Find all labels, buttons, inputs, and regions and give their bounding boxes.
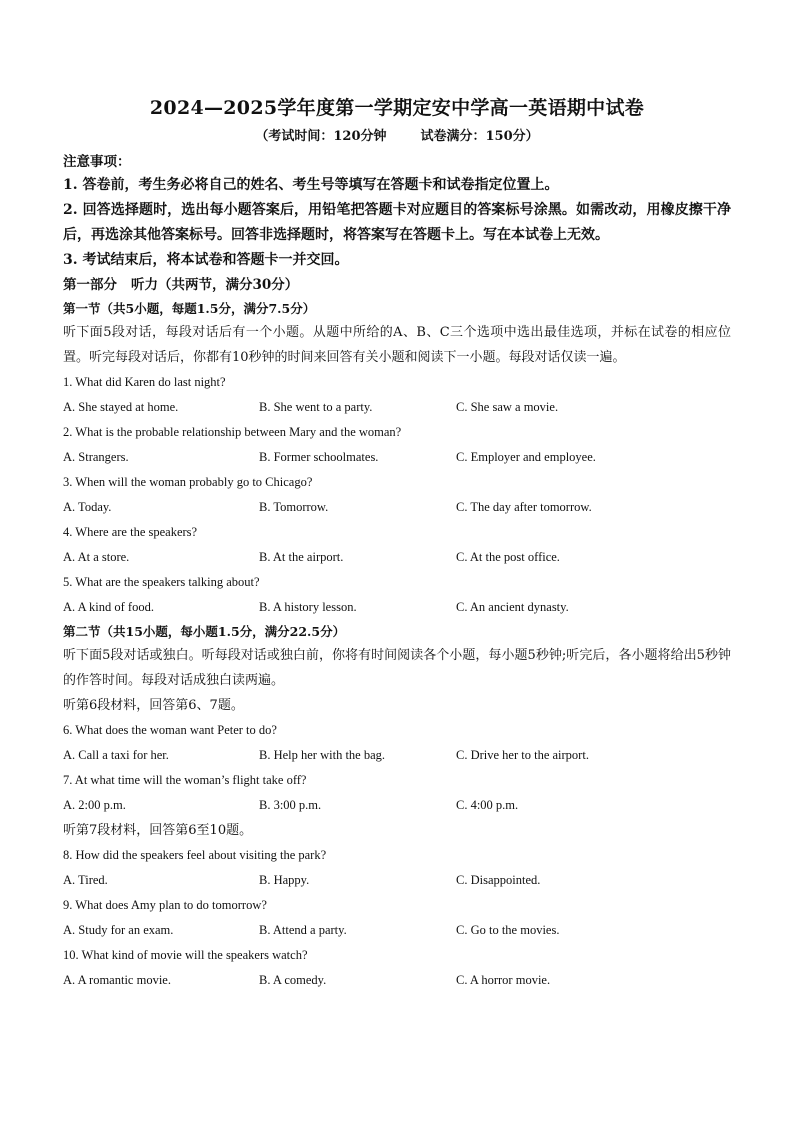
section2-group6 — [63, 718, 731, 818]
option-a: A. A kind of food. — [63, 600, 154, 614]
question-4-options — [63, 545, 731, 570]
option-c: C. 4:00 p.m. — [456, 798, 519, 812]
section2-group7 — [63, 843, 731, 993]
question-8: 8. How did the speakers feel about visiting the park? — [63, 848, 327, 862]
option-b: B. 3:00 p.m. — [259, 798, 322, 812]
option-b: B. Former schoolmates. — [259, 450, 379, 464]
option-a: A. A romantic movie. — [63, 973, 171, 987]
section2-instructions: 听下面5段对话或独白。听每段对话或独白前，你将有时间阅读各个小题，每小题5秒钟;听完后，各小题将给出5秒钟的作答时间。每段对话成独白读两遍。 — [63, 648, 731, 688]
option-c: C. An ancient dynasty. — [456, 600, 569, 614]
section1-instructions: 听下面5段对话，每段对话后有一个小题。从题中所给的A、B、C三个选项中选出最佳选项，并标在试卷的相应位置。听完每段对话后，你都有10秒钟的时间来回答有关小题和阅读下一小题。每段对话仅读一遍。 — [63, 325, 731, 365]
option-c: C. At the post office. — [456, 550, 560, 564]
option-a: A. Study for an exam. — [63, 923, 174, 937]
question-3: 3. When will the woman probably go to Chicago? — [63, 475, 313, 489]
option-c: C. A horror movie. — [456, 973, 551, 987]
exam-title: 2024—2025学年度第一学期定安中学高一英语期中试卷 — [149, 97, 645, 119]
notice-item-2: 2. 回答选择题时，选出每小题答案后，用铅笔把答题卡对应题目的答案标号涂黑。如需改动，用橡皮擦干净后，再选涂其他答案标号。回答非选择题时，将答案写在答题卡上。写在本试卷上无效。 — [63, 202, 731, 243]
option-b: B. She went to a party. — [259, 400, 373, 414]
question-1-options — [63, 395, 731, 420]
exam-time: （考试时间：120分钟 — [255, 129, 387, 144]
section1-questions — [63, 370, 731, 620]
question-5-options — [63, 595, 731, 620]
notice-heading: 注意事项： — [63, 154, 131, 170]
question-9-options — [63, 918, 731, 943]
option-a: A. Call a taxi for her. — [63, 748, 169, 762]
question-10: 10. What kind of movie will the speakers watch? — [63, 948, 308, 962]
question-2: 2. What is the probable relationship between Mary and the woman? — [63, 425, 402, 439]
question-7-options — [63, 793, 731, 818]
option-a: A. Strangers. — [63, 450, 129, 464]
option-b: B. Help her with the bag. — [259, 748, 386, 762]
option-b: B. A history lesson. — [259, 600, 357, 614]
exam-score: 试卷满分：150分） — [420, 129, 539, 144]
option-a: A. At a store. — [63, 550, 130, 564]
option-a: A. 2:00 p.m. — [63, 798, 126, 812]
option-c: C. Employer and employee. — [456, 450, 596, 464]
option-c: C. Go to the movies. — [456, 923, 560, 937]
question-1: 1. What did Karen do last night? — [63, 375, 226, 389]
question-2-options — [63, 445, 731, 470]
exam-subtitle — [63, 127, 731, 147]
option-a: A. She stayed at home. — [63, 400, 179, 414]
question-9: 9. What does Amy plan to do tomorrow? — [63, 898, 267, 912]
question-10-options — [63, 968, 731, 993]
question-7: 7. At what time will the woman’s flight take off? — [63, 773, 307, 787]
part-heading — [63, 273, 731, 297]
option-c: C. Disappointed. — [456, 873, 541, 887]
question-8-options — [63, 868, 731, 893]
option-b: B. At the airport. — [259, 550, 344, 564]
section1-heading: 第一节（共5小题，每题1.5分，满分7.5分） — [63, 301, 316, 316]
option-b: B. Tomorrow. — [259, 500, 329, 514]
question-4: 4. Where are the speakers? — [63, 525, 198, 539]
part-name: 听力（共两节，满分30分） — [131, 277, 299, 293]
question-6-options — [63, 743, 731, 768]
part-label: 第一部分 — [63, 277, 117, 293]
option-b: B. Attend a party. — [259, 923, 347, 937]
option-a: A. Tired. — [63, 873, 108, 887]
section2-heading: 第二节（共15小题，每小题1.5分，满分22.5分） — [63, 624, 346, 639]
material-6-note: 听第6段材料，回答第6、7题。 — [63, 698, 244, 713]
question-5: 5. What are the speakers talking about? — [63, 575, 260, 589]
option-c: C. Drive her to the airport. — [456, 748, 589, 762]
exam-page — [63, 95, 731, 993]
question-6: 6. What does the woman want Peter to do? — [63, 723, 277, 737]
option-c: C. The day after tomorrow. — [456, 500, 592, 514]
option-a: A. Today. — [63, 500, 112, 514]
option-b: B. A comedy. — [259, 973, 327, 987]
option-c: C. She saw a movie. — [456, 400, 559, 414]
option-b: B. Happy. — [259, 873, 310, 887]
notice-item-3: 3. 考试结束后，将本试卷和答题卡一并交回。 — [63, 252, 349, 268]
material-7-note: 听第7段材料，回答第6至10题。 — [63, 823, 253, 838]
notice-item-1: 1. 答卷前，考生务必将自己的姓名、考生号等填写在答题卡和试卷指定位置上。 — [63, 177, 559, 193]
question-3-options — [63, 495, 731, 520]
